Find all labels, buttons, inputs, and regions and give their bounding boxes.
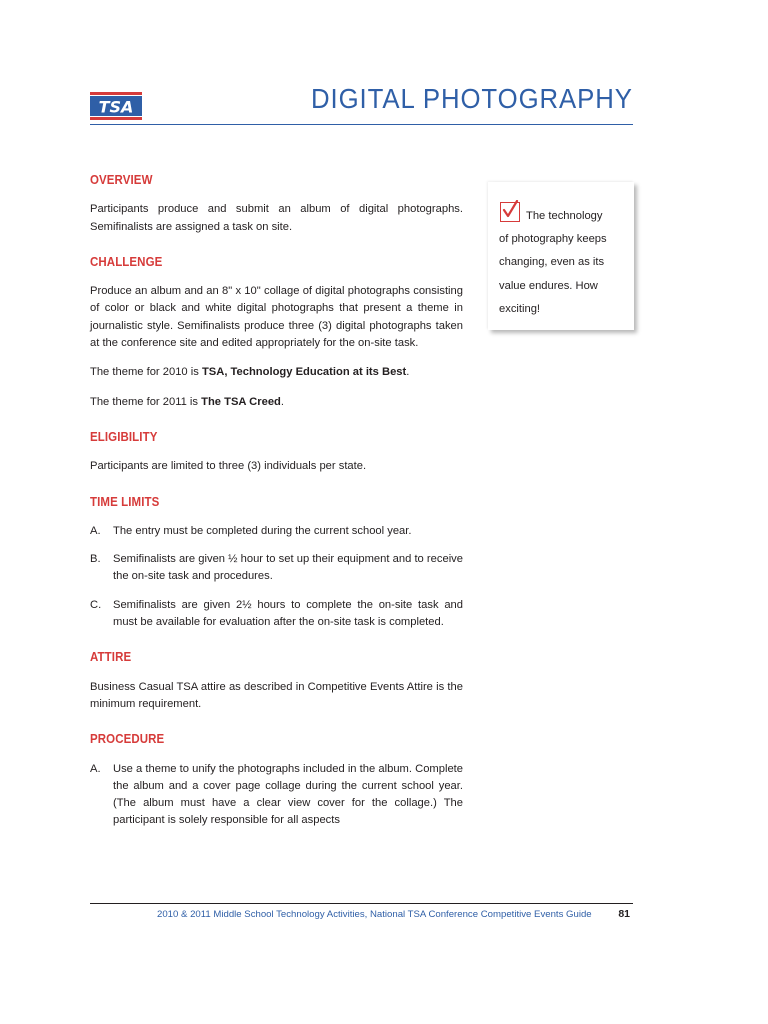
- title-divider: [90, 124, 633, 125]
- challenge-text: Produce an album and an 8" x 10" collage of digital photographs consisting of color or black and white digital photographs that present a theme in journalistic style. Semifinalists produce three (3) digital photographs taken at the conference site and edited appropriately for the on-site task.: [90, 285, 463, 350]
- page-title: DIGITAL PHOTOGRAPHY: [311, 83, 633, 114]
- list-item: B. Semifinalists are given ½ hour to set up their equipment and to receive the on-site task and procedures.: [90, 553, 463, 583]
- footer-divider: [90, 903, 633, 904]
- list-item: A. Use a theme to unify the photographs included in the album. Complete the album and a cover page collage during the current school year. (The album must have a clear view cover for the collage.) The participant is solely responsible for all aspects: [90, 762, 463, 827]
- sidebar-line: changing, even as its: [499, 256, 605, 269]
- sidebar-line: of photography keeps: [499, 233, 607, 246]
- section-challenge: [90, 254, 463, 411]
- section-eligibility: [90, 429, 463, 476]
- theme-2010: The theme for 2010 is TSA, Technology Education at its Best.: [90, 366, 410, 379]
- list-item: A. The entry must be completed during the current school year.: [90, 524, 412, 537]
- heading-time-limits: TIME LIMITS: [90, 494, 160, 509]
- eligibility-text: Participants are limited to three (3) individuals per state.: [90, 460, 367, 473]
- heading-eligibility: ELIGIBILITY: [90, 429, 158, 444]
- sidebar-text: [499, 205, 629, 321]
- sidebar-callout: [488, 182, 634, 330]
- theme-2011: The theme for 2011 is The TSA Creed.: [90, 395, 284, 408]
- heading-procedure: PROCEDURE: [90, 732, 165, 747]
- heading-challenge: CHALLENGE: [90, 254, 163, 269]
- section-overview: [90, 172, 463, 236]
- main-content: [90, 172, 463, 841]
- overview-text: Participants produce and submit an album of digital photographs. Semifinalists are assigned a task on site.: [90, 203, 463, 233]
- heading-attire: ATTIRE: [90, 650, 132, 665]
- sidebar-line: exciting!: [499, 302, 541, 315]
- list-item: C. Semifinalists are given 2½ hours to complete the on-site task and must be available for evaluation after the on-site task is completed.: [90, 598, 463, 629]
- page-number: 81: [618, 908, 630, 920]
- tsa-logo: [90, 92, 142, 122]
- sidebar-line: The technology: [526, 210, 603, 222]
- heading-overview: OVERVIEW: [90, 173, 153, 187]
- sidebar-line: value endures. How: [499, 279, 598, 292]
- section-procedure: [90, 731, 463, 829]
- footer-text: 2010 & 2011 Middle School Technology Activities, National TSA Conference Competitive Events Guide: [157, 909, 592, 920]
- section-attire: [90, 649, 463, 713]
- svg-text:TSA: TSA: [98, 97, 134, 117]
- attire-text: Business Casual TSA attire as described in Competitive Events Attire is the minimum requirement.: [90, 680, 463, 710]
- section-time-limits: [90, 494, 463, 632]
